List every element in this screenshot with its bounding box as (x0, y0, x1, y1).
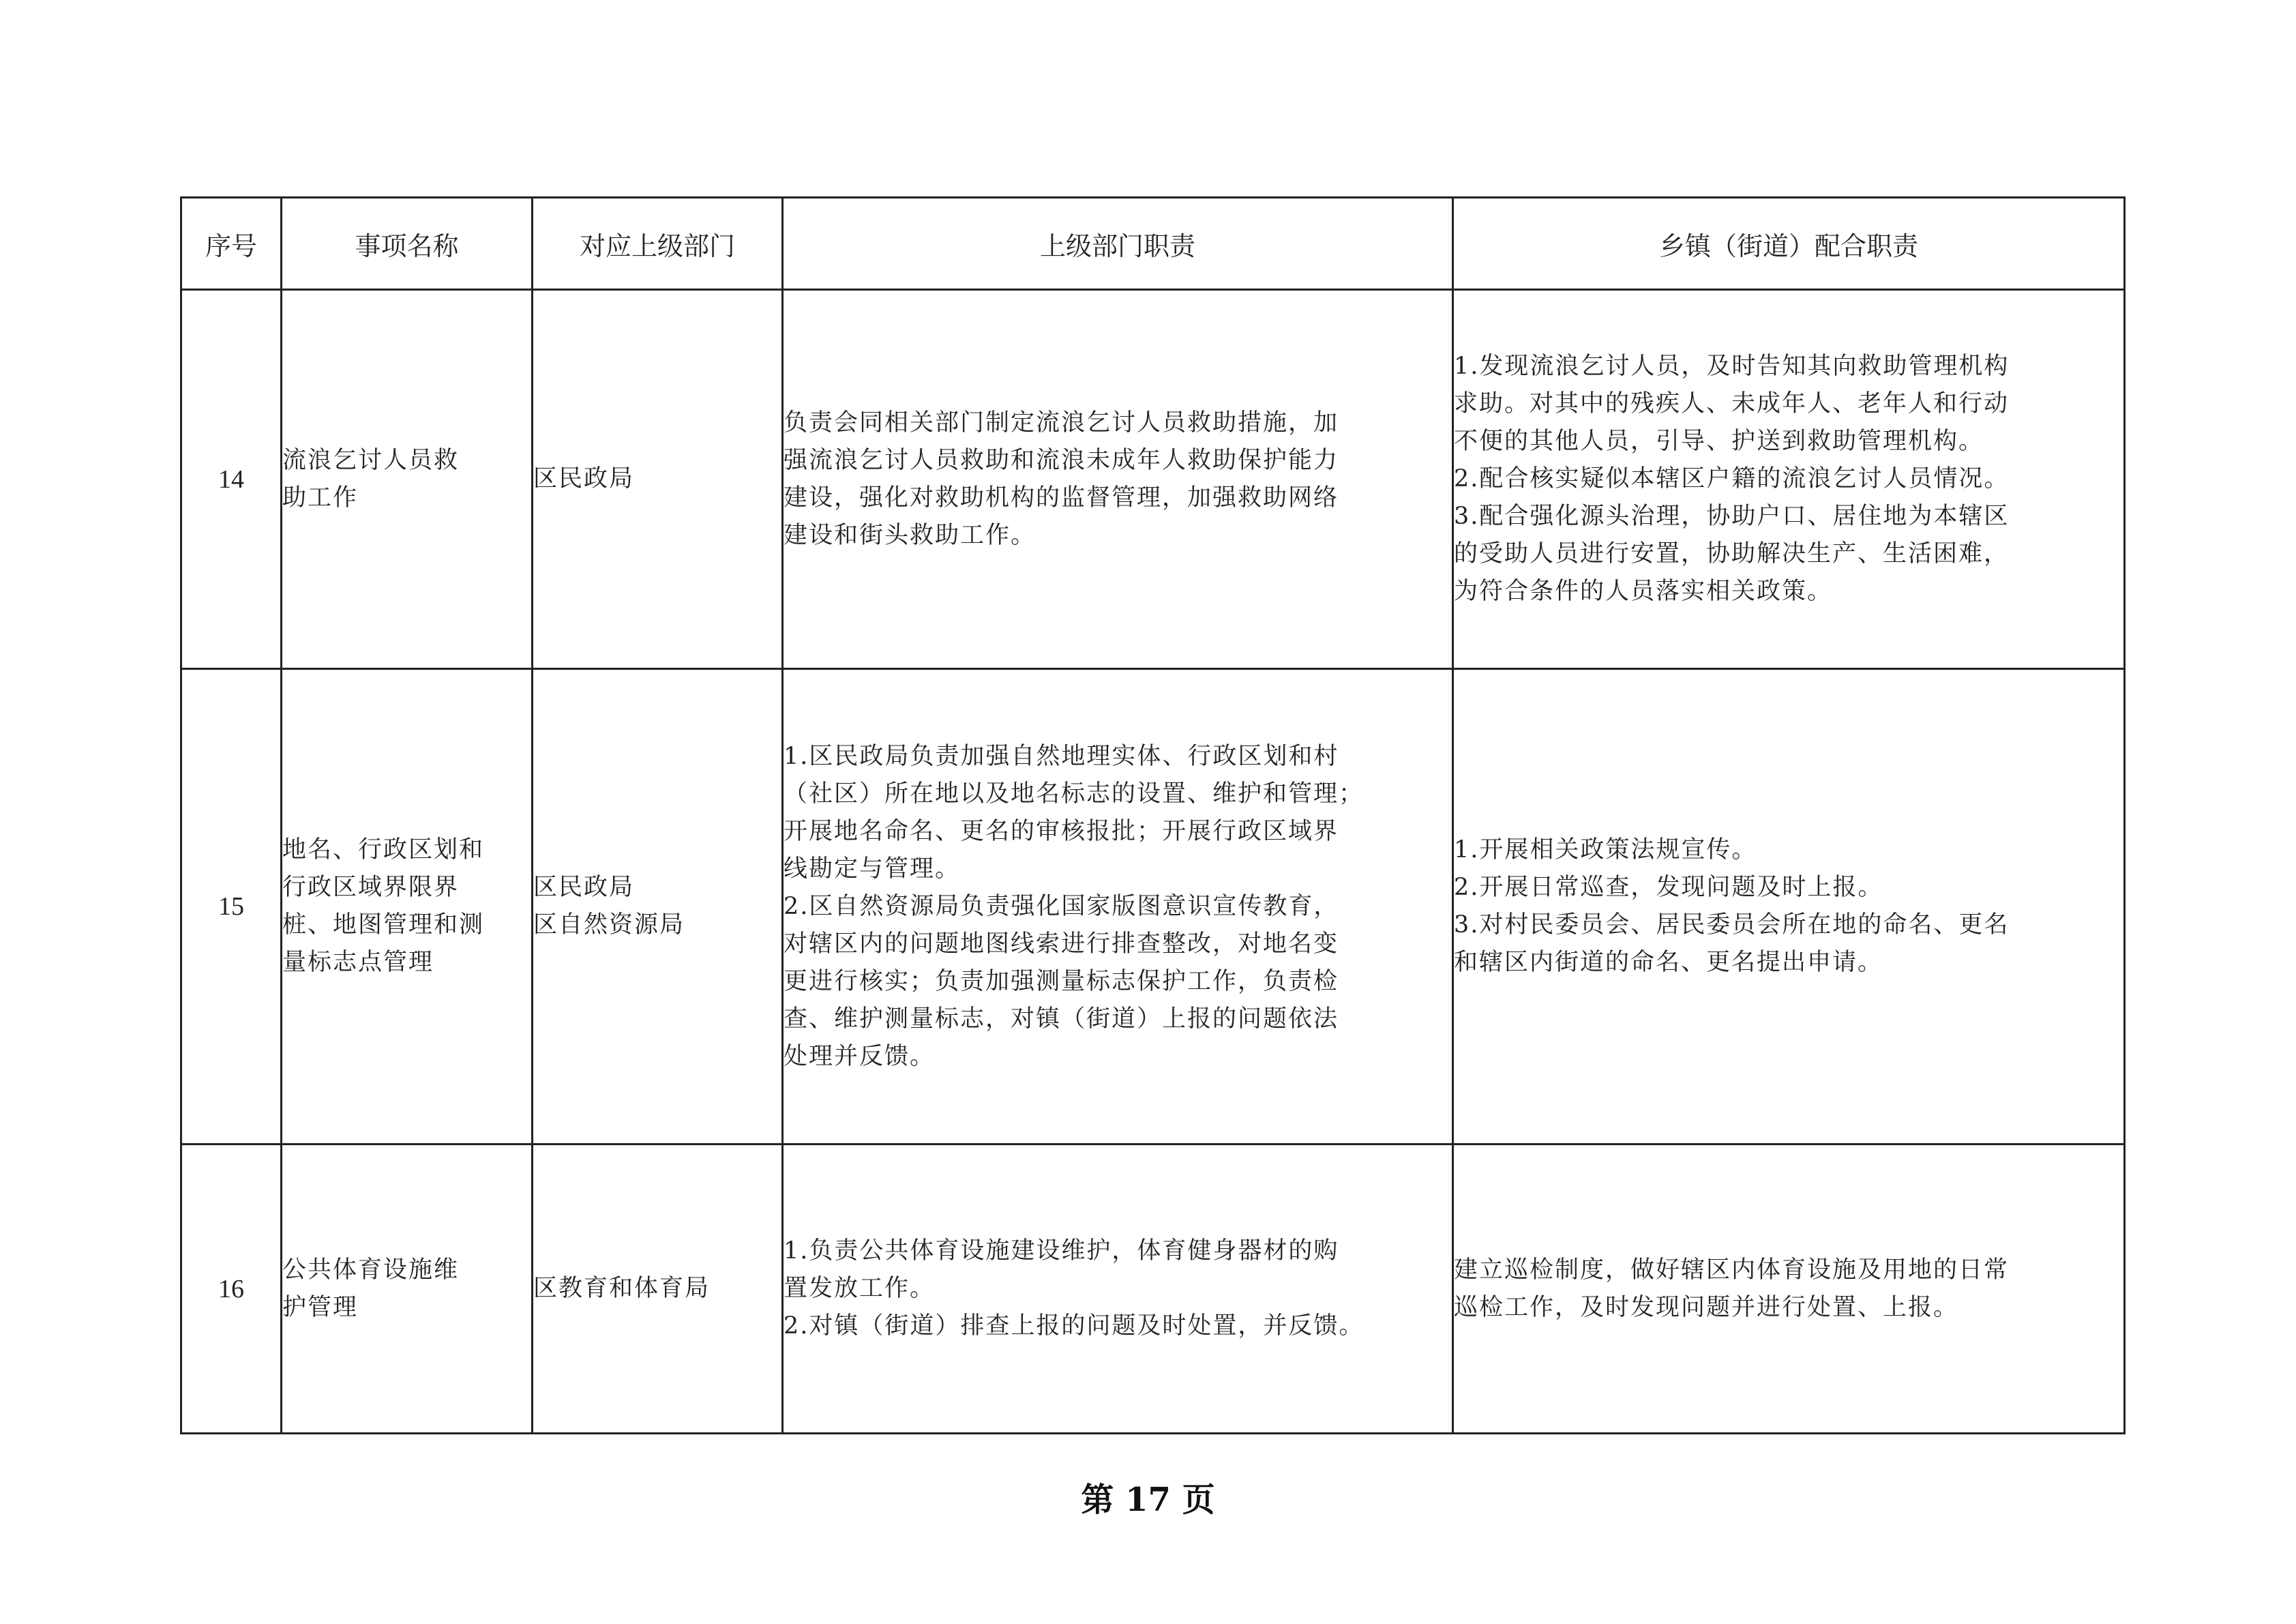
duty-line: 建设和街头救助工作。 (784, 521, 1037, 549)
duty-line: 建设，强化对救助机构的监督管理，加强救助网络 (784, 484, 1339, 512)
duty-line: 更进行核实；负责加强测量标志保护工作，负责检 (784, 967, 1339, 995)
duty-line: 3.配合强化源头治理，协助户口、居住地为本辖区 (1454, 503, 2010, 530)
header-no: 序号 (181, 198, 282, 290)
item-name-line: 桩、地图管理和测 (282, 911, 485, 939)
row-number: 16 (181, 1145, 282, 1434)
item-name-line: 行政区域界限界 (282, 874, 460, 901)
upper-duty-cell (783, 290, 1453, 669)
duty-line: （社区）所在地以及地名标志的设置、维护和管理； (784, 780, 1365, 808)
duty-line: 对辖区内的问题地图线索进行排查整改，对地名变 (784, 930, 1339, 958)
duty-line: 1.发现流浪乞讨人员，及时告知其向救助管理机构 (1454, 353, 2010, 380)
header-item-name: 事项名称 (282, 198, 533, 290)
dept-line: 区民政局 (533, 874, 635, 901)
duty-line: 3.对村民委员会、居民委员会所在地的命名、更名 (1454, 911, 2010, 939)
item-name-cell (282, 1145, 533, 1434)
duty-line: 开展地名命名、更名的审核报批；开展行政区域界 (784, 817, 1339, 845)
duty-line: 1.负责公共体育设施建设维护，体育健身器材的购 (784, 1237, 1339, 1265)
row-number: 14 (181, 290, 282, 669)
duty-line: 2.开展日常巡查，发现问题及时上报。 (1454, 874, 1883, 901)
table-row (181, 1145, 2125, 1434)
upper-dept-cell (533, 669, 783, 1145)
dept-line: 区教育和体育局 (533, 1275, 711, 1302)
duty-line: 和辖区内街道的命名、更名提出申请。 (1454, 949, 1883, 976)
duty-line: 置发放工作。 (784, 1275, 936, 1302)
town-duty-cell (1453, 669, 2125, 1145)
duty-line: 强流浪乞讨人员救助和流浪未成年人救助保护能力 (784, 446, 1339, 474)
duty-line: 不便的其他人员，引导、护送到救助管理机构。 (1454, 428, 1984, 455)
dept-line: 区民政局 (533, 465, 635, 492)
duty-line: 为符合条件的人员落实相关政策。 (1454, 578, 1833, 605)
header-upper-dept: 对应上级部门 (533, 198, 783, 290)
item-name-line: 地名、行政区划和 (282, 836, 485, 863)
duty-line: 1.区民政局负责加强自然地理实体、行政区划和村 (784, 742, 1339, 770)
duty-line: 线勘定与管理。 (784, 855, 961, 883)
upper-dept-cell (533, 1145, 783, 1434)
duty-line: 求助。对其中的残疾人、未成年人、老年人和行动 (1454, 390, 2010, 417)
town-duty-cell (1453, 290, 2125, 669)
duty-line: 2.配合核实疑似本辖区户籍的流浪乞讨人员情况。 (1454, 465, 2010, 492)
duty-line: 的受助人员进行安置，协助解决生产、生活困难， (1454, 540, 2010, 567)
upper-duty-cell (783, 669, 1453, 1145)
duty-line: 2.区自然资源局负责强化国家版图意识宣传教育， (784, 892, 1339, 920)
row-number: 15 (181, 669, 282, 1145)
duty-line: 2.对镇（街道）排查上报的问题及时处置，并反馈。 (784, 1312, 1365, 1340)
item-name-line: 助工作 (282, 484, 359, 512)
item-name-line: 量标志点管理 (282, 949, 434, 976)
upper-duty-cell (783, 1145, 1453, 1434)
table-row (181, 290, 2125, 669)
dept-line: 区自然资源局 (533, 911, 685, 939)
duty-line: 负责会同相关部门制定流浪乞讨人员救助措施，加 (784, 409, 1339, 437)
duty-table (180, 196, 2126, 1434)
town-duty-cell (1453, 1145, 2125, 1434)
header-town-duty: 乡镇（街道）配合职责 (1453, 198, 2125, 290)
header-upper-duty: 上级部门职责 (783, 198, 1453, 290)
duty-line: 巡检工作，及时发现问题并进行处置、上报。 (1454, 1293, 1959, 1321)
page-number: 第 17 页 (1081, 1481, 1215, 1519)
duty-line: 建立巡检制度，做好辖区内体育设施及用地的日常 (1454, 1256, 2010, 1284)
header-row (181, 198, 2125, 290)
upper-dept-cell (533, 290, 783, 669)
item-name-cell (282, 669, 533, 1145)
duty-line: 处理并反馈。 (784, 1042, 936, 1070)
table-row (181, 669, 2125, 1145)
item-name-line: 公共体育设施维 (282, 1256, 460, 1284)
item-name-cell (282, 290, 533, 669)
duty-line: 查、维护测量标志，对镇（街道）上报的问题依法 (784, 1005, 1339, 1033)
item-name-line: 流浪乞讨人员救 (282, 446, 460, 474)
item-name-line: 护管理 (282, 1293, 359, 1321)
duty-line: 1.开展相关政策法规宣传。 (1454, 836, 1757, 863)
